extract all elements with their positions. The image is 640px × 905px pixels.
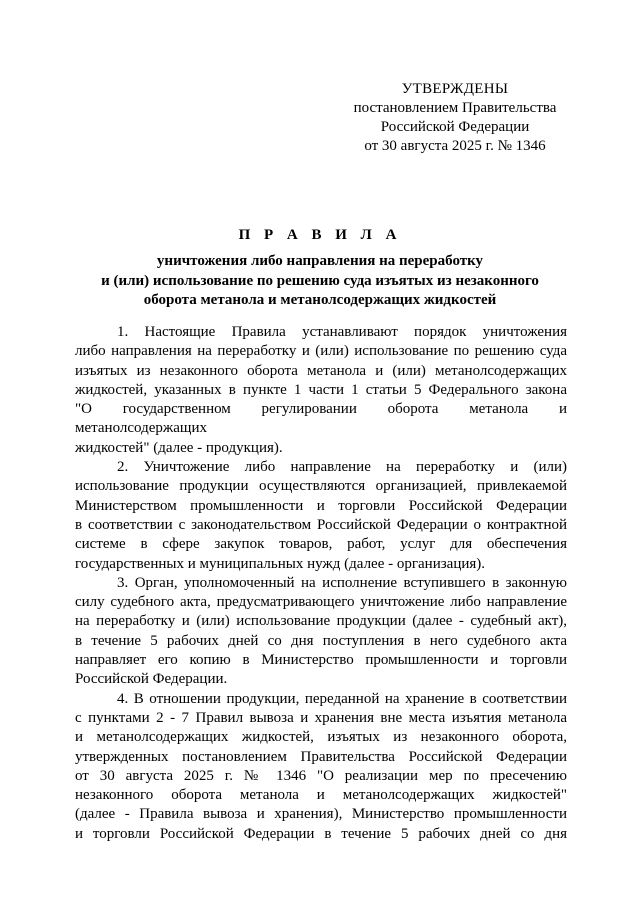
- paragraph-line: системе в сфере закупок товаров, работ, услуг для обеспечения: [75, 536, 567, 553]
- paragraph-line: изъятых из незаконного оборота метанола и (или) метанолсодержащих: [75, 362, 567, 379]
- paragraph-line: использование продукции осуществляются организацией, привлекаемой: [75, 478, 567, 495]
- paragraph-line: и торговли Российской Федерации в течение 5 рабочих дней со дня: [75, 825, 567, 842]
- paragraph-3: [75, 574, 567, 690]
- paragraph-line: 4. В отношении продукции, переданной на хранение в соответствии: [117, 690, 567, 707]
- paragraph-line: либо направления на переработку и (или) использование по решению суда: [75, 343, 567, 360]
- paragraph-line: силу судебного акта, предусматривающего уничтожение либо направление: [75, 594, 567, 611]
- paragraph-line: (далее - Правила вывоза и хранения), Министерство промышленности: [75, 806, 567, 823]
- paragraph-line: жидкостей, указанных в пункте 1 части 1 статьи 5 Федерального закона: [75, 381, 567, 398]
- paragraph-line: с пунктами 2 - 7 Правил вывоза и хранения вне места изъятия метанола: [75, 709, 567, 726]
- paragraph-line: незаконного оборота метанола и метанолсодержащих жидкостей": [75, 787, 567, 804]
- document-subtitle-line: уничтожения либо направления на переработку: [156, 253, 484, 269]
- paragraph-line: "О государственном регулировании оборота метанола и метанолсодержащих: [75, 401, 567, 437]
- approval-line-decree: постановлением Правительства: [353, 100, 557, 116]
- title-block: [60, 226, 580, 311]
- paragraph-line: в течение 5 рабочих дней со дня поступления в него судебного акта: [75, 632, 567, 649]
- paragraph-line: от 30 августа 2025 г. № 1346 "О реализации мер по пресечению: [75, 767, 567, 784]
- paragraph-line: государственных и муниципальных нужд (далее - организация).: [75, 555, 486, 572]
- approval-stamp: [330, 80, 580, 156]
- paragraph-line: Российской Федерации.: [75, 671, 228, 688]
- paragraph-line: направляет его копию в Министерство промышленности и торговли: [75, 652, 567, 669]
- document-subtitle-line: и (или) использование по решению суда изъятых из незаконного: [101, 272, 539, 289]
- paragraph-line: Министерством промышленности и торговли Российской Федерации: [75, 497, 567, 514]
- approval-line-date: от 30 августа 2025 г. № 1346: [364, 138, 546, 154]
- document-subtitle-line: оборота метанола и метанолсодержащих жидкостей: [143, 292, 497, 308]
- paragraph-line: утвержденных постановлением Правительства Российской Федерации: [75, 748, 567, 765]
- paragraph-line: 3. Орган, уполномоченный на исполнение вступившего в законную: [117, 574, 567, 591]
- paragraph-line: 2. Уничтожение либо направление на переработку и (или): [117, 459, 567, 476]
- paragraph-1: [75, 323, 567, 458]
- document-title: П Р А В И Л А: [238, 227, 402, 243]
- paragraph-line: и метанолсодержащих жидкостей, изъятых из незаконного оборота,: [75, 729, 567, 746]
- document-body: [75, 323, 567, 844]
- approval-line-government: Российской Федерации: [380, 119, 530, 135]
- paragraph-2: [75, 458, 567, 574]
- paragraph-line: жидкостей" (далее - продукция).: [75, 439, 283, 456]
- paragraph-line: на переработку и (или) использование продукции (далее - судебный акт),: [75, 613, 567, 630]
- approval-heading: УТВЕРЖДЕНЫ: [401, 81, 509, 97]
- paragraph-4: [75, 690, 567, 844]
- paragraph-line: в соответствии с законодательством Российской Федерации о контрактной: [75, 516, 567, 533]
- paragraph-line: 1. Настоящие Правила устанавливают порядок уничтожения: [117, 324, 567, 340]
